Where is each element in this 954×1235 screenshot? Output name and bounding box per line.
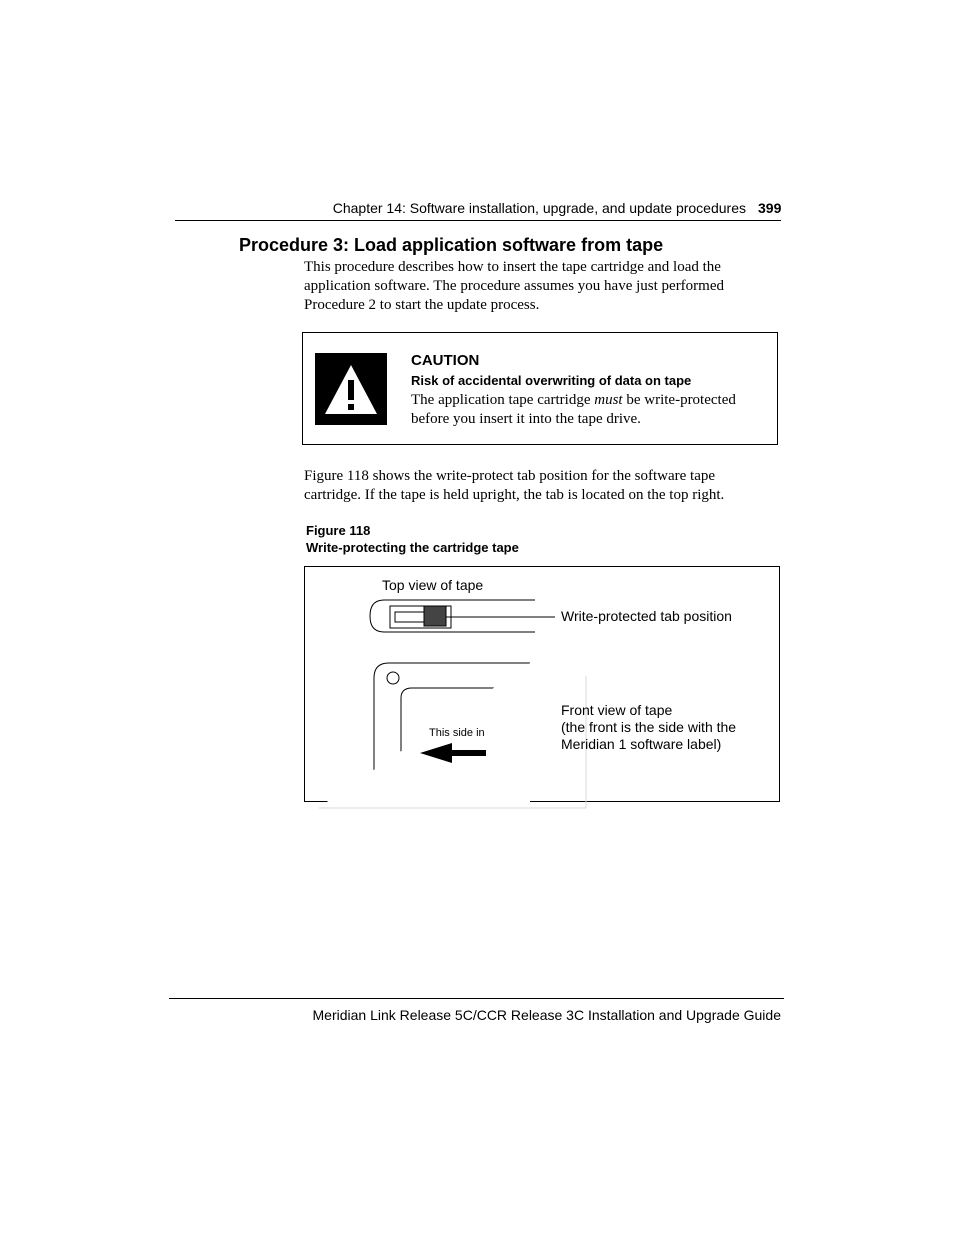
figure-caption: Write-protecting the cartridge tape xyxy=(306,540,519,555)
running-footer: Meridian Link Release 5C/CCR Release 3C Installation and Upgrade Guide xyxy=(312,1007,781,1023)
procedure-intro: This procedure describes how to insert the tape cartridge and load the application software. The procedure assumes you have just performed Procedure 2 to start the update process. xyxy=(304,259,724,313)
cartridge-diagram xyxy=(304,566,780,816)
running-header: Chapter 14: Software installation, upgrade, and update procedures xyxy=(332,200,746,216)
warning-triangle-icon xyxy=(315,353,387,425)
label-top-view: Top view of tape xyxy=(382,577,484,593)
label-front-view-note-end: Meridian 1 software label) xyxy=(561,736,722,752)
label-front-view: Front view of tape xyxy=(561,702,673,718)
tab-slot-inner xyxy=(395,612,427,622)
warning-icon xyxy=(315,353,387,425)
caution-subheading: Risk of accidental overwriting of data on tape xyxy=(411,373,692,388)
procedure-title: Procedure 3: Load application software from tape xyxy=(239,235,664,255)
footer-rule xyxy=(169,998,784,999)
tape-front-fade xyxy=(318,663,530,808)
figure-intro: Figure 118 shows the write-protect tab position for the software tape cartridge. If the tape is held upright, the tab is located on the top right. xyxy=(304,468,725,503)
label-front-view-note: (the front is the side with the xyxy=(561,719,737,735)
figure-number: Figure 118 xyxy=(306,523,371,538)
tape-top-view xyxy=(370,600,535,632)
page-number: 399 xyxy=(758,200,782,216)
caution-body-end: be write-protected before you insert it into the tape drive. xyxy=(411,392,736,427)
caution-body xyxy=(411,391,771,429)
label-tab-position: Write-protected tab position xyxy=(561,608,732,624)
caution-body-emphasis: must xyxy=(594,392,623,408)
header-rule xyxy=(175,220,781,221)
caution-heading: CAUTION xyxy=(411,352,480,369)
write-protect-tab xyxy=(424,606,446,626)
tape-front-hole xyxy=(387,672,399,684)
label-this-side-in: This side in xyxy=(429,727,485,739)
caution-body-start: The application tape cartridge xyxy=(411,392,595,408)
